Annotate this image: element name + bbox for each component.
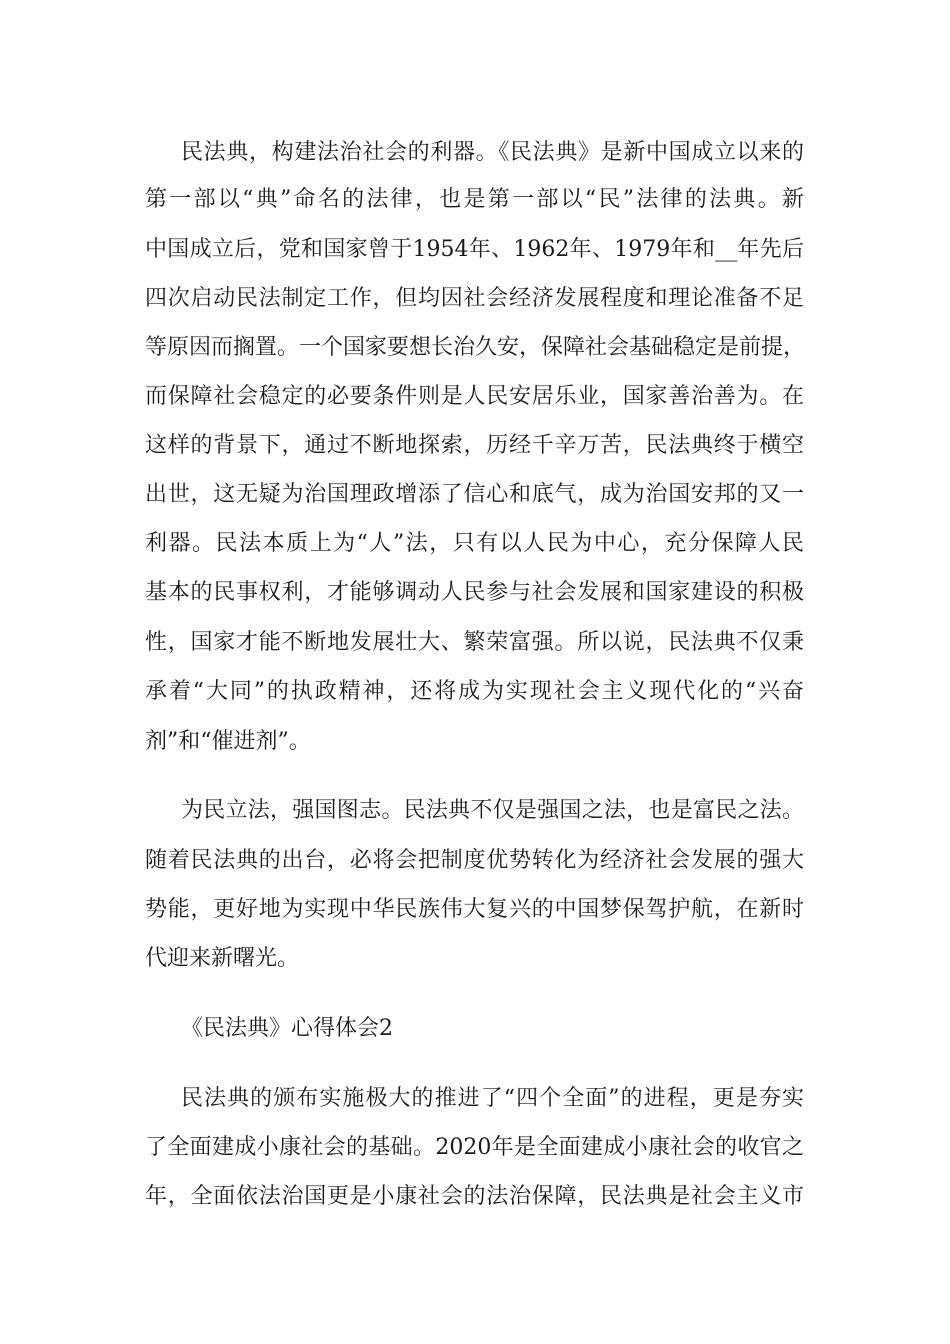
text-line: 利器。民法本质上为“人”法，只有以人民为中心，充分保障人民 xyxy=(145,531,804,556)
text-line: 势能，更好地为实现中华民族伟大复兴的中国梦保驾护航，在新时 xyxy=(145,897,804,922)
text-line: 年，全面依法治国更是小康社会的法治保障，民法典是社会主义市 xyxy=(145,1184,804,1209)
text-line: 而保障社会稳定的必要条件则是人民安居乐业，国家善治善为。在 xyxy=(145,384,804,409)
text-line: 等原因而搁置。一个国家要想长治久安，保障社会基础稳定是前提， xyxy=(145,335,806,360)
text-line: 民法典的颁布实施极大的推进了“四个全面”的进程，更是夯实 xyxy=(181,1086,804,1111)
text-line: 中国成立后，党和国家曾于1954年、1962年、1979年和__年先后 xyxy=(145,237,804,262)
text-line: 第一部以“典”命名的法律，也是第一部以“民”法律的法典。新 xyxy=(145,187,804,212)
text-line: 承着“大同”的执政精神，还将成为实现社会主义现代化的“兴奋 xyxy=(145,679,804,704)
text-line: 为民立法，强国图志。民法典不仅是强国之法，也是富民之法。 xyxy=(181,798,804,823)
text-line: 了全面建成小康社会的基础。2020年是全面建成小康社会的收官之 xyxy=(145,1135,804,1160)
text-line: 基本的民事权利，才能够调动人民参与社会发展和国家建设的积极 xyxy=(145,580,804,605)
text-line: 剂”和“催进剂”。 xyxy=(145,729,311,754)
text-line: 代迎来新曙光。 xyxy=(145,946,300,971)
text-line: 随着民法典的出台，必将会把制度优势转化为经济社会发展的强大 xyxy=(145,848,804,873)
text-line: 这样的背景下，通过不断地探索，历经千辛万苦，民法典终于横空 xyxy=(145,433,804,458)
text-line: 四次启动民法制定工作，但均因社会经济发展程度和理论准备不足 xyxy=(145,286,804,311)
text-line: 性，国家才能不断地发展壮大、繁荣富强。所以说，民法典不仅秉 xyxy=(145,630,804,655)
text-line: 民法典，构建法治社会的利器。《民法典》是新中国成立以来的 xyxy=(181,140,804,165)
text-line: 出世，这无疑为治国理政增添了信心和底气，成为治国安邦的又一 xyxy=(145,482,804,507)
heading-text: 《民法典》心得体会2 xyxy=(181,1016,393,1041)
